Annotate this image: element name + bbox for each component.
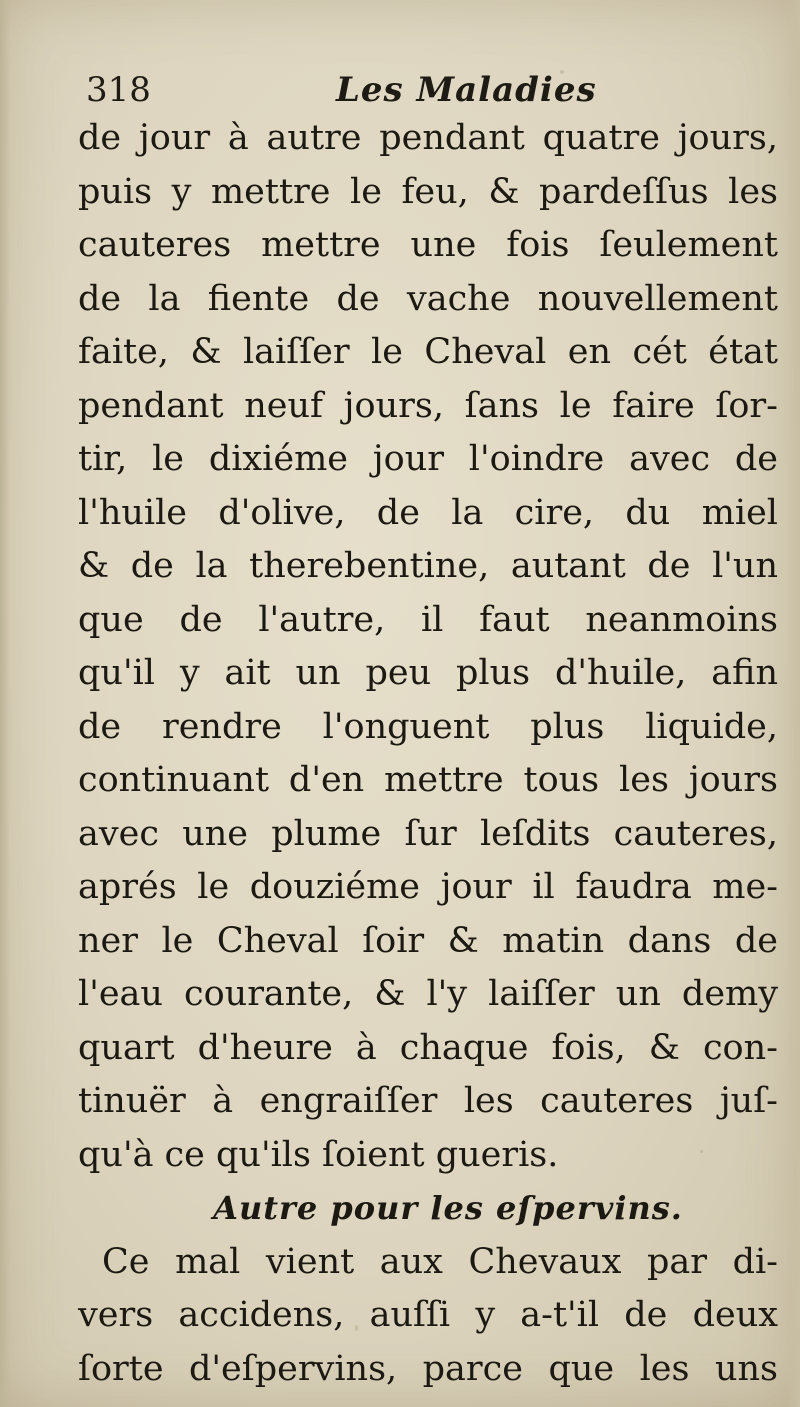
text-line: tinuër à engraiſſer les cauteres juſ- — [78, 1081, 778, 1121]
text-line: continuant d'en mettre tous les jours — [78, 760, 778, 800]
text-line: vers accidens, auſſi y a-t'il de deux — [78, 1295, 778, 1335]
body-text — [78, 112, 778, 1396]
text-line: de rendre l'onguent plus liquide, — [78, 706, 778, 747]
text-line: que de l'autre, il faut neanmoins — [78, 599, 778, 640]
text-line: puis y mettre le feu, & pardeſſus les — [78, 171, 778, 212]
running-head: Les Maladies — [336, 70, 597, 110]
text-line: pendant neuf jours, ſans le faire ſor- — [78, 385, 778, 426]
page-right-edge — [786, 0, 800, 1407]
text-line: ſorte d'eſpervins, parce que les uns — [78, 1348, 778, 1389]
text-line: qu'à ce qu'ils ſoient gueris. — [78, 1134, 559, 1175]
text-line: ner le Cheval ſoir & matin dans de — [78, 920, 778, 961]
text-line: tir, le dixiéme jour l'oindre avec de — [78, 439, 778, 479]
text-line: quart d'heure à chaque fois, & con- — [78, 1027, 778, 1068]
text-line: l'huile d'olive, de la cire, du miel — [78, 492, 778, 533]
text-line: de jour à autre pendant quatre jours, — [78, 118, 778, 158]
text-line: faite, & laiſſer le Cheval en cét état — [78, 332, 778, 372]
page-header — [86, 66, 766, 116]
text-line: & de la therebentine, autant de l'un — [78, 546, 778, 586]
page-number: 318 — [86, 70, 151, 110]
text-line: aprés le douziéme jour il faudra me- — [78, 867, 778, 907]
text-line: Ce mal vient aux Chevaux par di- — [102, 1241, 778, 1282]
section-heading: Autre pour les eſpervins. — [213, 1189, 683, 1227]
text-line: qu'il y ait un peu plus d'huile, afin — [78, 653, 778, 693]
text-line: de la fiente de vache nouvellement — [78, 278, 778, 319]
text-line: cauteres mettre une fois ſeulement — [78, 225, 778, 265]
text-line: avec une plume ſur leſdits cauteres, — [78, 813, 778, 854]
page-left-edge — [0, 0, 10, 1407]
text-line: l'eau courante, & l'y laiſſer un demy — [78, 974, 778, 1014]
